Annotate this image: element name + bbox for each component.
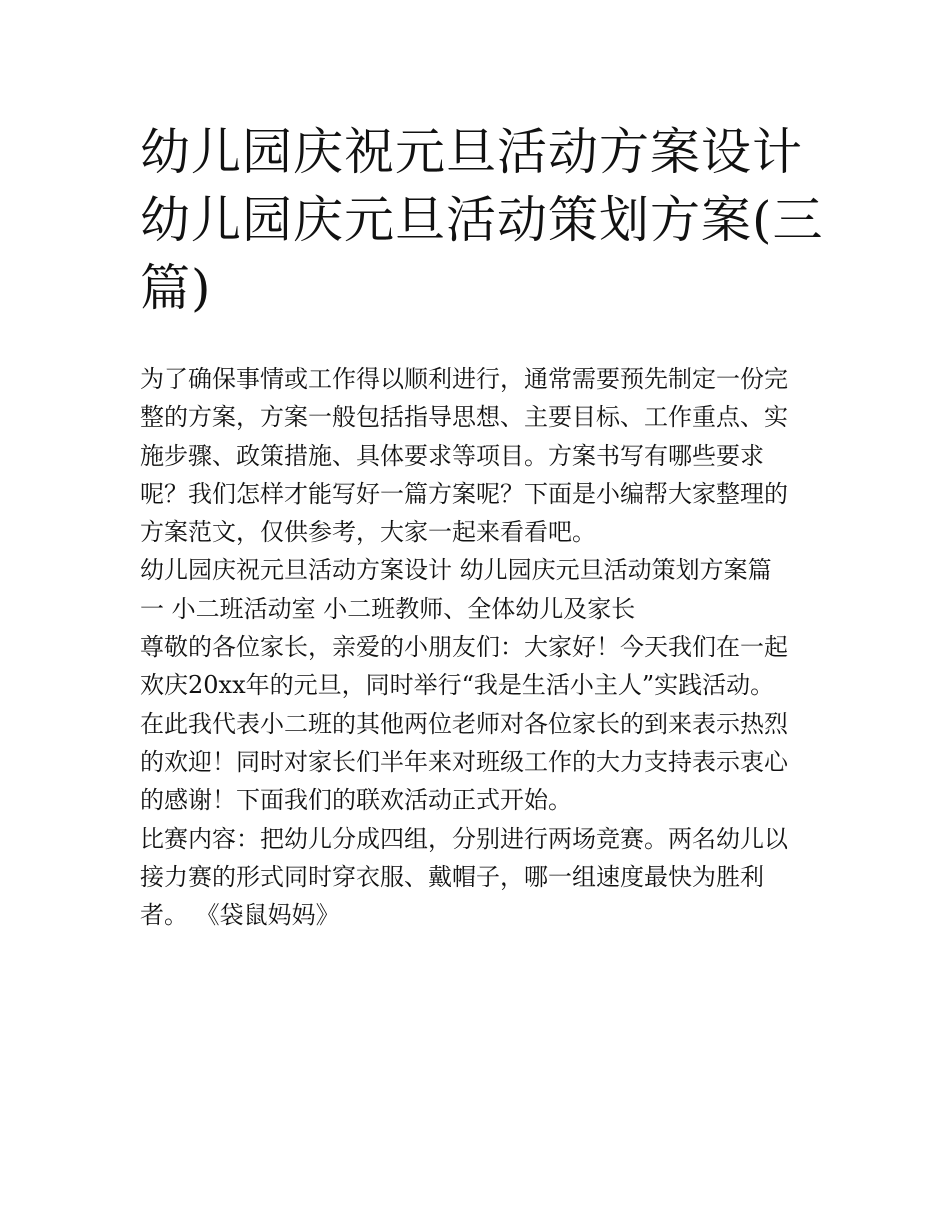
- document-body: [140, 360, 820, 934]
- body-line: 整的方案，方案一般包括指导思想、主要目标、工作重点、实: [140, 403, 788, 432]
- body-line: 在此我代表小二班的其他两位老师对各位家长的到来表示热烈: [140, 709, 788, 738]
- title-line-3: 篇): [140, 259, 212, 317]
- body-line: 一 小二班活动室 小二班教师、全体幼儿及家长: [140, 594, 636, 623]
- title-line-1: 幼儿园庆祝元旦活动方案设计: [140, 123, 803, 181]
- title-line-2: 幼儿园庆元旦活动策划方案(三: [140, 191, 824, 249]
- document-title: [140, 118, 824, 322]
- body-line: 的感谢！下面我们的联欢活动正式开始。: [140, 786, 572, 815]
- body-line: 幼儿园庆祝元旦活动方案设计 幼儿园庆元旦活动策划方案篇: [140, 556, 772, 585]
- body-line: 者。 《袋鼠妈妈》: [140, 901, 340, 930]
- body-line: 施步骤、政策措施、具体要求等项目。方案书写有哪些要求: [140, 441, 764, 470]
- body-line: 尊敬的各位家长，亲爱的小朋友们：大家好！今天我们在一起: [140, 633, 788, 662]
- body-line: 呢？我们怎样才能写好一篇方案呢？下面是小编帮大家整理的: [140, 479, 788, 508]
- body-line: 比赛内容：把幼儿分成四组，分别进行两场竞赛。两名幼儿以: [140, 824, 788, 853]
- body-line: 的欢迎！同时对家长们半年来对班级工作的大力支持表示衷心: [140, 747, 788, 776]
- body-line: 欢庆20xx年的元旦，同时举行“我是生活小主人”实践活动。: [140, 671, 775, 700]
- body-line: 为了确保事情或工作得以顺利进行，通常需要预先制定一份完: [140, 365, 788, 393]
- body-line: 接力赛的形式同时穿衣服、戴帽子，哪一组速度最快为胜利: [140, 862, 764, 891]
- body-line: 方案范文，仅供参考，大家一起来看看吧。: [140, 518, 596, 547]
